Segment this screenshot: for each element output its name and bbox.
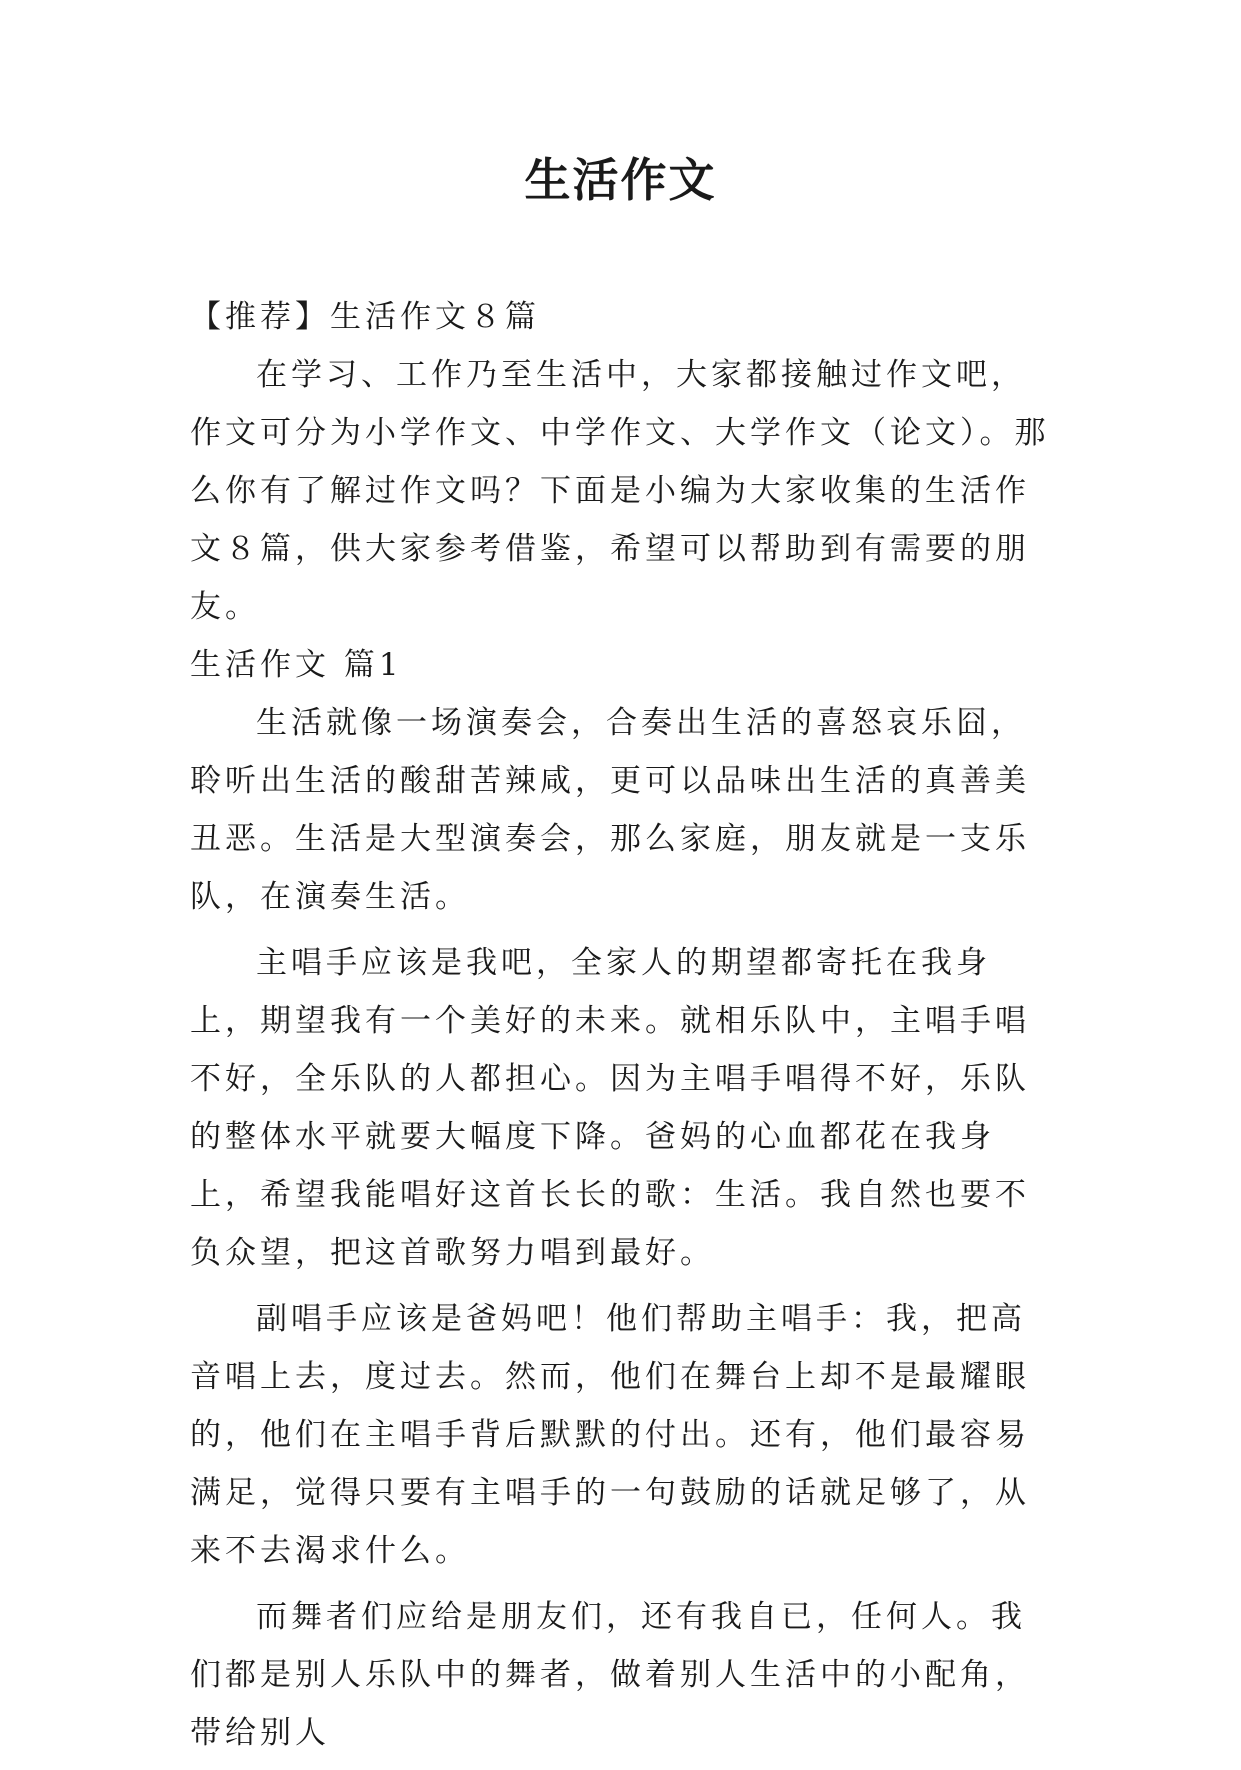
body-paragraph: 而舞者们应给是朋友们，还有我自已，任何人。我们都是别人乐队中的舞者，做着别人生活中的小配角，带给别人	[190, 1599, 1030, 1751]
section-heading: 生活作文 篇1	[190, 647, 403, 683]
body-paragraph: 生活就像一场演奏会，合奏出生活的喜怒哀乐囧，聆听出生活的酸甜苦辣咸，更可以品味出生活的真善美丑恶。生活是大型演奏会，那么家庭，朋友就是一支乐队，在演奏生活。	[190, 705, 1030, 915]
document-body	[190, 288, 1050, 1770]
body-paragraph: 副唱手应该是爸妈吧！他们帮助主唱手：我，把高音唱上去，度过去。然而，他们在舞台上却不是最耀眼的，他们在主唱手背后默默的付出。还有，他们最容易满足，觉得只要有主唱手的一句鼓励的话就足够了，从来不去渴求什么。	[190, 1301, 1030, 1569]
intro-heading: 【推荐】生活作文８篇	[190, 299, 540, 335]
body-paragraph: 主唱手应该是我吧，全家人的期望都寄托在我身上，期望我有一个美好的未来。就相乐队中，主唱手唱不好，全乐队的人都担心。因为主唱手唱得不好，乐队的整体水平就要大幅度下降。爸妈的心血都花在我身上，希望我能唱好这首长长的歌：生活。我自然也要不负众望，把这首歌努力唱到最好。	[190, 945, 1030, 1271]
document-title: 生活作文	[524, 153, 717, 207]
intro-paragraph: 在学习、工作乃至生活中，大家都接触过作文吧，作文可分为小学作文、中学作文、大学作文（论文）。那么你有了解过作文吗？下面是小编为大家收集的生活作文８篇，供大家参考借鉴，希望可以帮助到有需要的朋友。	[190, 357, 1050, 625]
